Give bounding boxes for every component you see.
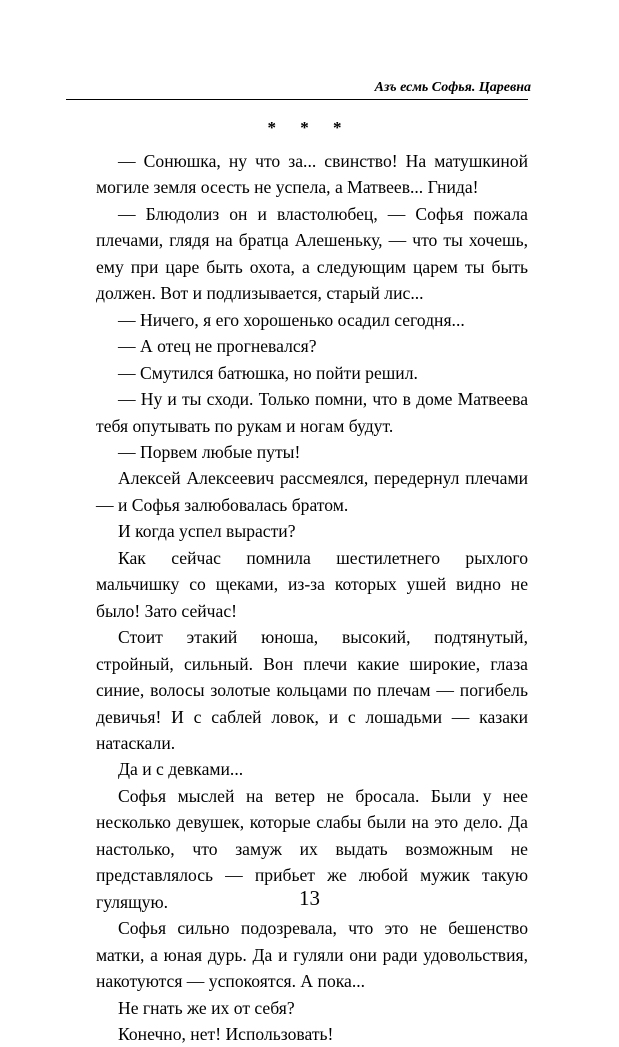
header-rule xyxy=(66,99,528,100)
paragraph: — Сонюшка, ну что за... свинство! На матушкиной могиле земля осесть не успела, а Матвеев... Гнида! xyxy=(96,151,528,198)
paragraph: Не гнать же их от себя? xyxy=(118,997,295,1018)
paragraph: Стоит этакий юноша, высокий, подтянутый, стройный, сильный. Вон плечи какие широкие, глаза синие, волосы золотые кольцами по плечам — погибель девичья! И с саблей ловок, и с лошадьми — казаки натаскали. xyxy=(96,627,528,753)
paragraph: Алексей Алексеевич рассмеялся, передернул плечами — и Софья залюбовалась братом. xyxy=(96,468,528,515)
paragraph: Софья сильно подозревала, что это не бешенство матки, а юная дурь. Да и гуляли они ради удовольствия, накотуются — успокоятся. А пока... xyxy=(96,918,528,992)
section-separator: * * * xyxy=(267,118,352,137)
page-number: 13 xyxy=(299,886,320,910)
body-text xyxy=(96,148,528,1047)
paragraph: — Ничего, я его хорошенько осадил сегодня... xyxy=(118,309,465,330)
paragraph: Да и с девками... xyxy=(118,759,244,780)
paragraph: И когда успел вырасти? xyxy=(118,521,296,542)
paragraph: Как сейчас помнила шестилетнего рыхлого мальчишку со щеками, из-за которых ушей видно не было! Зато сейчас! xyxy=(96,547,528,621)
paragraph: Софья мыслей на ветер не бросала. Были у нее несколько девушек, которые слабы были на это дело. Да настолько, что замуж их выдать возможным не представлялось — прибьет же любой мужик такую гулящую. xyxy=(96,785,528,912)
paragraph: — А отец не прогневался? xyxy=(118,336,317,357)
paragraph: — Блюдолиз он и властолюбец, — Софья пожала плечами, глядя на братца Алешеньку, — что ты хочешь, ему при царе быть охота, а следующим царем ты быть должен. Вот и подлизывается, старый лис... xyxy=(96,203,528,304)
paragraph: Конечно, нет! Использовать! xyxy=(118,1023,334,1044)
running-head: Азъ есмь Софья. Царевна xyxy=(374,80,531,95)
paragraph: — Смутился батюшка, но пойти решил. xyxy=(118,362,418,383)
paragraph: — Ну и ты сходи. Только помни, что в доме Матвеева тебя опутывать по рукам и ногам будут. xyxy=(96,389,528,436)
paragraph: — Порвем любые путы! xyxy=(118,441,301,462)
